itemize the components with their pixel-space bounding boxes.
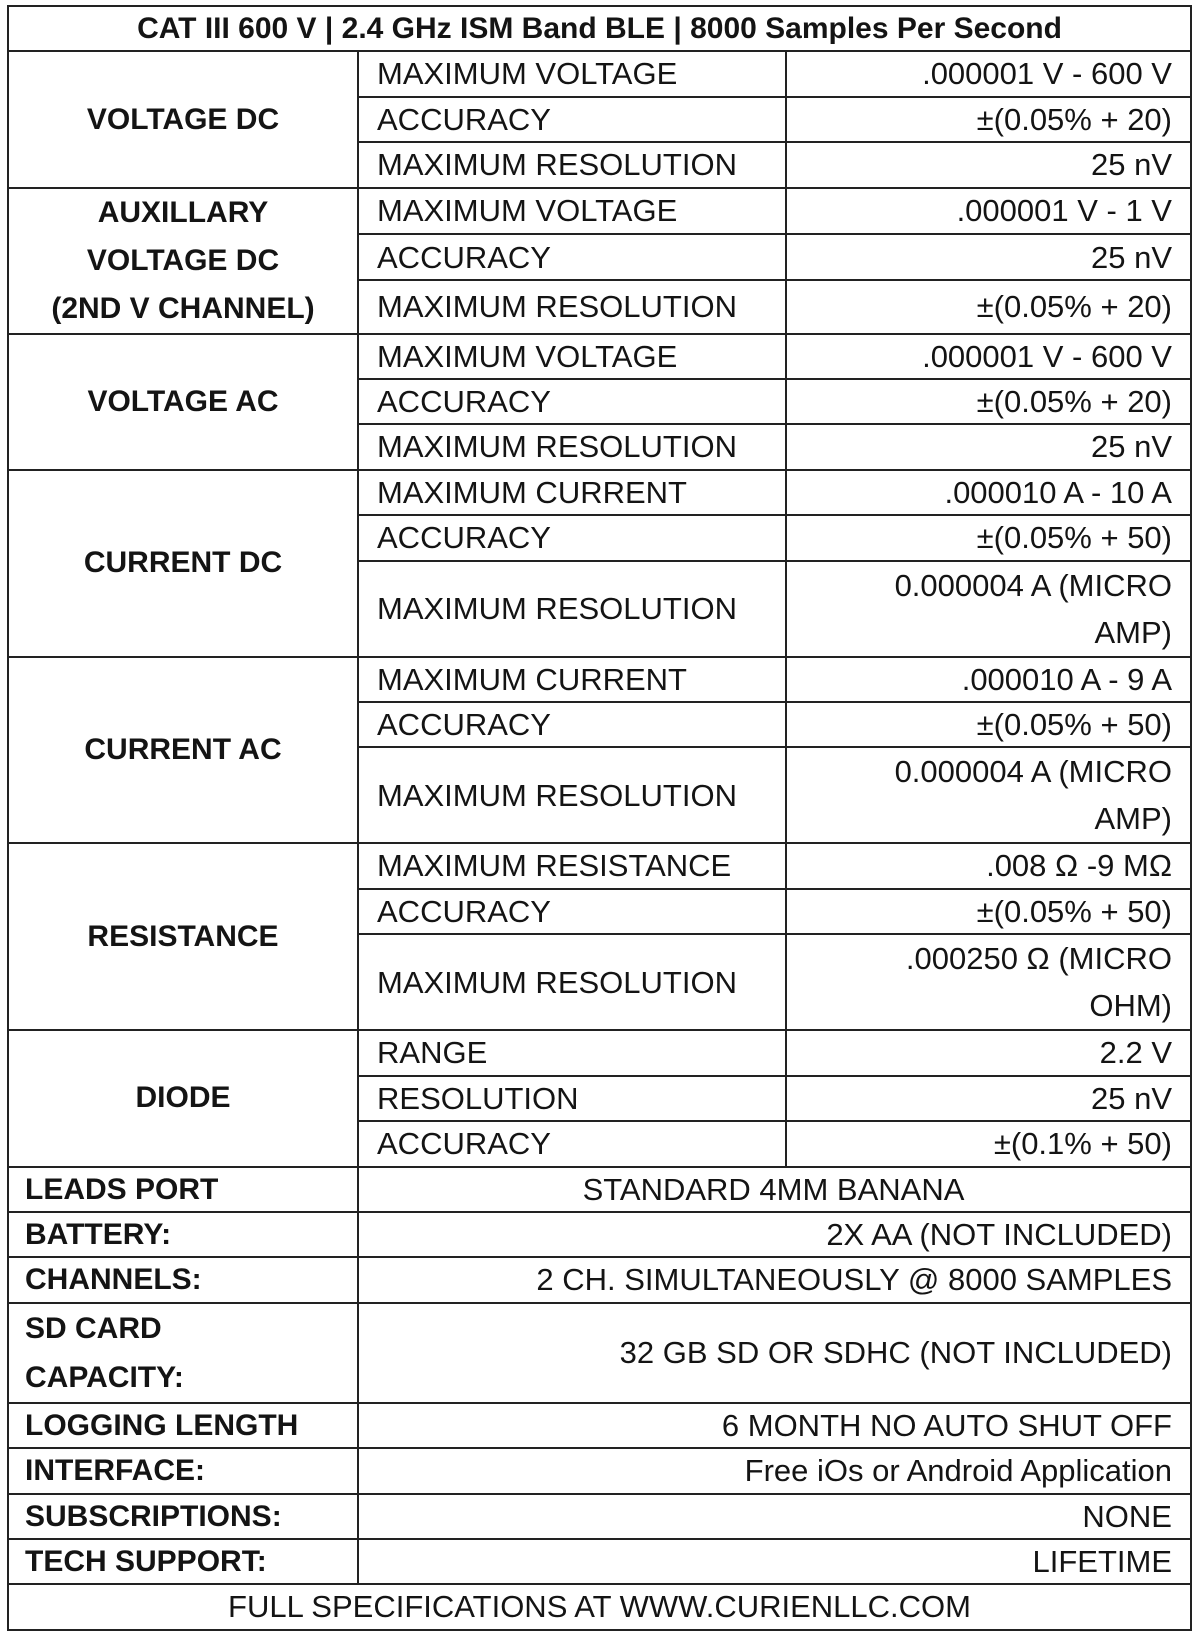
spec-table — [7, 5, 1192, 1631]
param-value: .008 Ω -9 MΩ — [786, 843, 1191, 888]
table-row — [8, 188, 1191, 234]
value-line: 0.000004 A (MICRO — [894, 754, 1172, 790]
param-label: MAXIMUM VOLTAGE — [358, 51, 786, 96]
spec-label: TECH SUPPORT: — [8, 1539, 358, 1584]
param-label: RESOLUTION — [358, 1076, 786, 1121]
param-value — [786, 561, 1191, 657]
param-label: MAXIMUM CURRENT — [358, 470, 786, 515]
spec-label: INTERFACE: — [8, 1448, 358, 1493]
table-row — [8, 657, 1191, 702]
table-row — [8, 470, 1191, 515]
group-voltage-dc: VOLTAGE DC — [8, 51, 358, 187]
footer-row — [8, 1584, 1191, 1629]
param-label: ACCURACY — [358, 702, 786, 747]
param-label: MAXIMUM RESISTANCE — [358, 843, 786, 888]
spec-sheet — [7, 5, 1190, 1631]
spec-label: CHANNELS: — [8, 1257, 358, 1302]
param-value: 25 nV — [786, 1076, 1191, 1121]
param-value: ±(0.05% + 50) — [786, 702, 1191, 747]
param-value — [786, 934, 1191, 1030]
spec-label: BATTERY: — [8, 1212, 358, 1257]
spec-row-sd-card — [8, 1303, 1191, 1403]
param-label: ACCURACY — [358, 97, 786, 142]
param-label: MAXIMUM RESOLUTION — [358, 424, 786, 469]
table-row — [8, 334, 1191, 379]
group-name-line: (2ND V CHANNEL) — [51, 291, 315, 325]
param-label: ACCURACY — [358, 234, 786, 280]
spec-label-line: CAPACITY: — [25, 1360, 184, 1394]
value-line: .000250 Ω (MICRO — [905, 941, 1172, 977]
spec-label: LOGGING LENGTH — [8, 1403, 358, 1448]
spec-value: 32 GB SD OR SDHC (NOT INCLUDED) — [358, 1303, 1191, 1403]
spec-label: SUBSCRIPTIONS: — [8, 1494, 358, 1539]
param-value: ±(0.05% + 20) — [786, 280, 1191, 333]
param-value: ±(0.05% + 50) — [786, 889, 1191, 934]
param-label: MAXIMUM RESOLUTION — [358, 934, 786, 1030]
group-resistance: RESISTANCE — [8, 843, 358, 1030]
param-value: ±(0.05% + 50) — [786, 515, 1191, 560]
group-diode: DIODE — [8, 1030, 358, 1166]
value-line: 0.000004 A (MICRO — [894, 567, 1172, 603]
group-voltage-ac: VOLTAGE AC — [8, 334, 358, 470]
param-value: 25 nV — [786, 142, 1191, 187]
param-value: 25 nV — [786, 424, 1191, 469]
spec-value: 6 MONTH NO AUTO SHUT OFF — [358, 1403, 1191, 1448]
footer-text: FULL SPECIFICATIONS AT WWW.CURIENLLC.COM — [8, 1584, 1191, 1629]
spec-value: LIFETIME — [358, 1539, 1191, 1584]
param-label: ACCURACY — [358, 379, 786, 424]
spec-row-tech-support — [8, 1539, 1191, 1584]
table-header: CAT III 600 V | 2.4 GHz ISM Band BLE | 8000 Samples Per Second — [8, 6, 1191, 51]
param-value: .000010 A - 10 A — [786, 470, 1191, 515]
header-row — [8, 6, 1191, 51]
spec-label — [8, 1303, 358, 1403]
param-value: .000001 V - 600 V — [786, 334, 1191, 379]
param-label: ACCURACY — [358, 1121, 786, 1166]
spec-row-subscriptions — [8, 1494, 1191, 1539]
param-value: .000001 V - 1 V — [786, 188, 1191, 234]
param-value: ±(0.05% + 20) — [786, 379, 1191, 424]
table-row — [8, 1030, 1191, 1075]
spec-row-interface — [8, 1448, 1191, 1493]
param-label: MAXIMUM RESOLUTION — [358, 280, 786, 333]
param-label: RANGE — [358, 1030, 786, 1075]
spec-value: 2 CH. SIMULTANEOUSLY @ 8000 SAMPLES — [358, 1257, 1191, 1302]
value-line: OHM) — [1089, 988, 1172, 1024]
param-label: ACCURACY — [358, 889, 786, 934]
group-auxillary-voltage-dc — [8, 188, 358, 334]
param-value: 2.2 V — [786, 1030, 1191, 1075]
value-line: AMP) — [1094, 801, 1172, 837]
param-value — [786, 747, 1191, 843]
spec-label: LEADS PORT — [8, 1167, 358, 1212]
param-label: MAXIMUM RESOLUTION — [358, 142, 786, 187]
spec-row-battery — [8, 1212, 1191, 1257]
table-row — [8, 51, 1191, 96]
param-label: MAXIMUM VOLTAGE — [358, 334, 786, 379]
param-value: ±(0.05% + 20) — [786, 97, 1191, 142]
param-value: 25 nV — [786, 234, 1191, 280]
param-value: .000001 V - 600 V — [786, 51, 1191, 96]
group-current-ac: CURRENT AC — [8, 657, 358, 844]
param-label: MAXIMUM CURRENT — [358, 657, 786, 702]
spec-row-logging — [8, 1403, 1191, 1448]
group-name-line: AUXILLARY — [97, 195, 269, 229]
param-value: .000010 A - 9 A — [786, 657, 1191, 702]
param-label: MAXIMUM RESOLUTION — [358, 561, 786, 657]
spec-label-line: SD CARD — [25, 1311, 162, 1345]
value-line: AMP) — [1094, 614, 1172, 650]
table-row — [8, 843, 1191, 888]
spec-row-leads-port — [8, 1167, 1191, 1212]
group-name-line: VOLTAGE DC — [86, 243, 280, 277]
spec-value: NONE — [358, 1494, 1191, 1539]
param-label: MAXIMUM RESOLUTION — [358, 747, 786, 843]
group-current-dc: CURRENT DC — [8, 470, 358, 657]
spec-row-channels — [8, 1257, 1191, 1302]
spec-value: STANDARD 4MM BANANA — [358, 1167, 1191, 1212]
spec-value: Free iOs or Android Application — [358, 1448, 1191, 1493]
param-label: ACCURACY — [358, 515, 786, 560]
param-value: ±(0.1% + 50) — [786, 1121, 1191, 1166]
param-label: MAXIMUM VOLTAGE — [358, 188, 786, 234]
spec-value: 2X AA (NOT INCLUDED) — [358, 1212, 1191, 1257]
